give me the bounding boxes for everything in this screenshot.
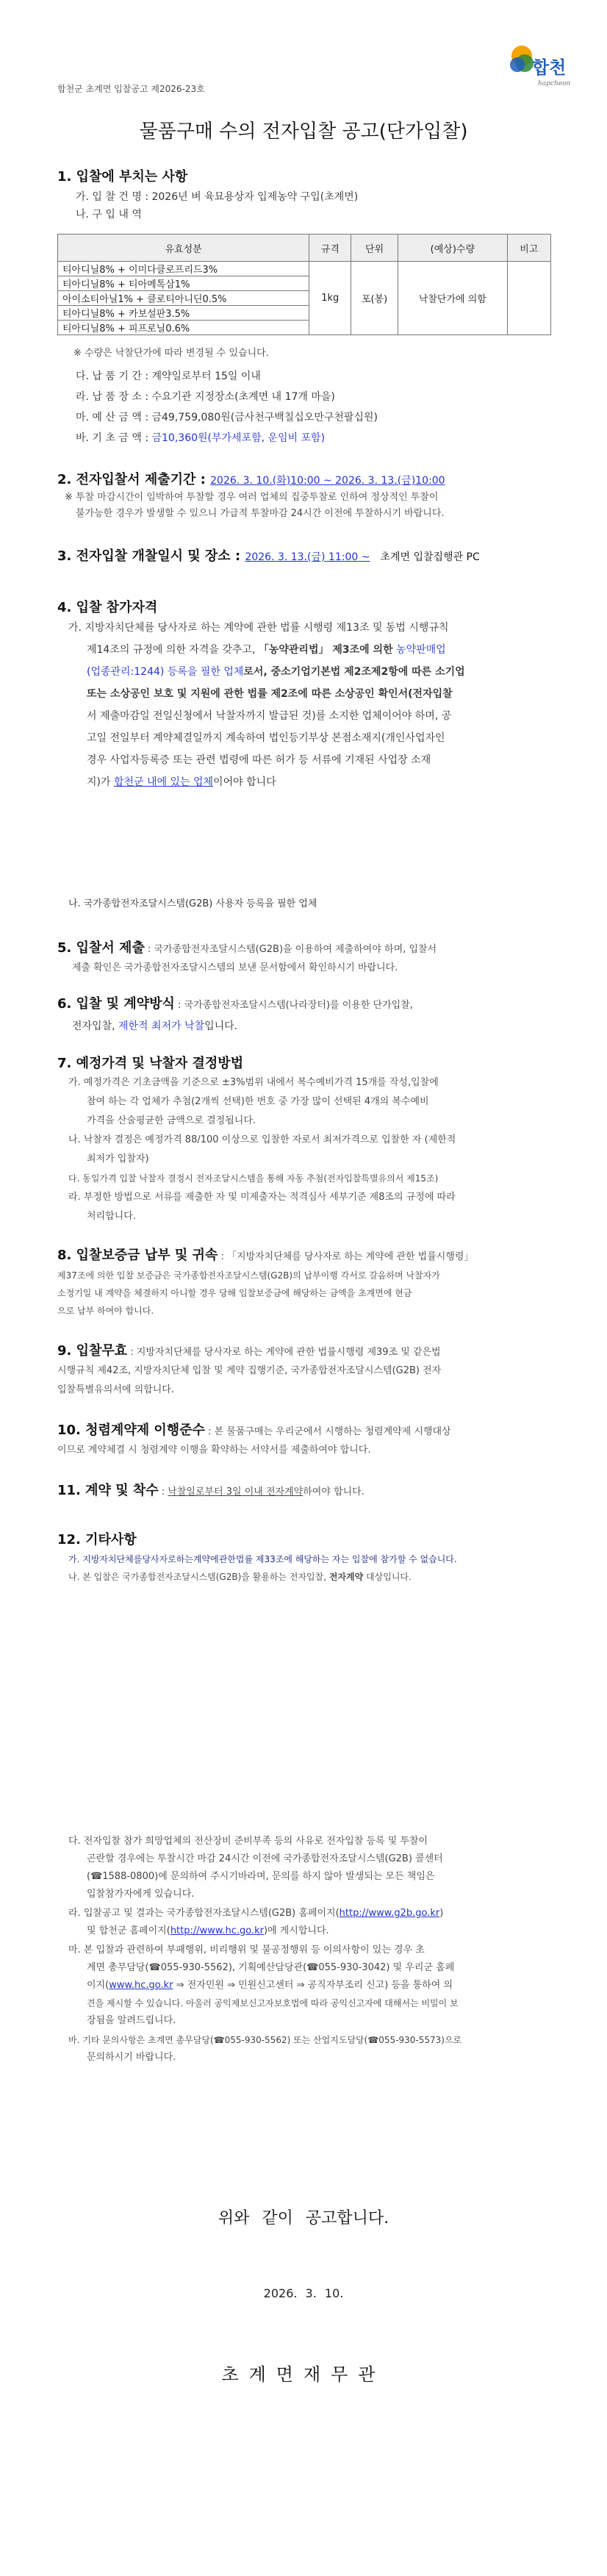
purchase-list-label: 나. 구 입 내 역: [76, 209, 142, 221]
section-9: [57, 1342, 441, 1361]
eligibility-line: [87, 641, 446, 659]
other-item: 문의하시기 바랍니다.: [87, 2052, 176, 2063]
section-3-heading: 3. 전자입찰 개찰일시 및 장소 :: [57, 548, 245, 564]
g2b-link[interactable]: http://www.g2b.go.kr: [339, 1908, 440, 1919]
other-item: 가. 지방자치단체를당사자로하는계약에관한법률 제33조에 해당하는 자는 입찰에 참가할 수 없습니다.: [68, 1554, 457, 1564]
pricing-line: 참여 하는 각 업체가 추첨(2개씩 선택)한 번호 중 가장 많이 선택된 4개의 복수예비: [87, 1096, 429, 1107]
opening-date: 2026. 3. 13.(금) 11:00 ~: [245, 551, 370, 563]
other-item: [68, 1569, 412, 1585]
other-item: 견을 제시할 수 있습니다. 아울러 공익제보신고자보호법에 따라 공익신고자에 대해서는 비밀이 보: [87, 1998, 459, 2008]
section-6-text: : 국가종합전자조달시스템(나라장터)를 이용한 단가입찰,: [174, 1000, 413, 1011]
items-table: [57, 234, 551, 335]
svg-text:합천: 합천: [532, 57, 567, 78]
eligibility-text: 이어야 합니다: [213, 776, 276, 788]
eligibility-line: 고일 전일부터 계약체결일까지 계속하여 법인등기부상 본점소재지(개인사업자인: [87, 732, 445, 744]
eligibility-line: 서 제출마감일 전일신청에서 낙찰자까지 발급된 것)를 소지한 업체이어야 하며, 공: [87, 710, 452, 722]
table-cell-unit: 포(봉): [351, 262, 398, 335]
section-8-text: 제37조에 의한 입찰 보증금은 국가종합전자조달시스템(G2B)의 납부이행 각서로 갈음하며 낙찰자가: [57, 1270, 440, 1281]
issuer: 초계면재무관: [221, 2364, 386, 2385]
other-item-text: ⇒ 전자민원 ⇒ 민원신고센터 ⇒ 공직자부조리 신고) 등을 통하여 의: [173, 1980, 453, 1991]
pricing-line: 가. 예정가격은 기초금액을 기준으로 ±3%범위 내에서 복수예비가격 15개를 작성,입찰에: [68, 1077, 439, 1088]
other-item: (☎1588-0800)에 문의하여 주시기바라며, 문의를 하지 않아 발생되는 모든 책임은: [87, 1871, 435, 1882]
deadline-note-1: ※ 투찰 마감시간이 임박하여 투찰할 경우 여러 업체의 집중투찰로 인하여 정상적인 투찰이: [65, 492, 439, 503]
svg-text:hapcheon: hapcheon: [538, 80, 571, 87]
other-item: 마. 본 입찰과 관련하여 부패행위, 비리행위 및 불공정행위 등 이의사항이 있는 경우 초: [68, 1944, 425, 1956]
doc-number: 합천군 초계면 입찰공고 제2026-23호: [57, 84, 205, 94]
table-cell-ingredient: 티아디닐8% + 카보설판3.5%: [58, 306, 309, 321]
table-header: 규격: [309, 235, 351, 262]
eligibility-text: 로서, 중소기업기본법 제2조제2항에 따른 소기업: [243, 666, 465, 678]
eligibility-text: 지)가: [87, 776, 114, 788]
eligibility-text: 제14조의 규정에 의한 자격을 갖추고,: [87, 644, 259, 656]
section-8: [57, 1247, 473, 1265]
page-title: 물품구매 수의 전자입찰 공고(단가입찰): [139, 121, 468, 143]
eligibility-line: 또는 소상공인 보호 및 지원에 관한 법률 제2조에 따른 소상공인 확인서(전자입찰: [87, 688, 453, 700]
business-code: (업종관리:1244) 등록을 필한 업체: [87, 666, 244, 678]
budget-amount: 마. 예 산 금 액 : 금49,759,080원(금사천구백칠십오만구천팔십원): [76, 412, 378, 423]
section-9-text: : 지방자치단체를 당사자로 하는 계약에 관한 법률시행령 제39조 및 같은법: [127, 1347, 441, 1358]
table-cell-ingredient: 티아디닐8% + 피프로닐0.6%: [58, 321, 309, 335]
pricing-line: 나. 낙찰자 결정은 예정가격 88/100 이상으로 입찰한 자로서 최저가격으로 입찰한 자 (제한적: [68, 1134, 456, 1145]
pricing-line: 라. 부정한 방법으로 서류를 제출한 자 및 미제출자는 적격심사 세부기준 제8조의 규정에 따라: [68, 1192, 456, 1203]
section-6-suffix: 입니다.: [204, 1020, 238, 1032]
eligibility-line: 경우 사업자등록증 또는 관련 법령에 따른 허가 등 서류에 기재된 사업장 소재: [87, 754, 431, 766]
table-header: 단위: [351, 235, 398, 262]
eligibility-line: 가. 지방자치단체를 당사자로 하는 계약에 관한 법률 시행령 제13조 및 동법 시행규칙: [68, 622, 449, 634]
base-amount-label: 바. 기 초 금 액 :: [76, 432, 152, 444]
section-6-text: [72, 1017, 237, 1035]
section-11-heading: 11. 계약 및 착수: [57, 1483, 159, 1498]
section-1-heading: 1. 입찰에 부치는 사항: [57, 169, 188, 185]
e-contract: 전자계약: [328, 1572, 364, 1582]
pricing-line: 처리합니다.: [87, 1211, 136, 1222]
g2b-registration: 나. 국가종합전자조달시스템(G2B) 사용자 등록을 필한 업체: [68, 898, 317, 909]
pesticide-business: 농약판매업: [392, 644, 446, 656]
other-item: [87, 1978, 453, 1994]
section-8-text: : 「지방자치단체를 당사자로 하는 계약에 관한 법률시행령」: [218, 1251, 474, 1262]
item-name: 가. 입 찰 건 명 : 2026년 벼 육묘용상자 입제농약 구입(초계면): [76, 191, 359, 203]
section-9-text: 시행규칙 제42조, 지방자치단체 입찰 및 계약 집행기준, 국가종합전자조달시스템(G2B) 전자: [57, 1365, 442, 1376]
section-8-heading: 8. 입찰보증금 납부 및 귀속: [57, 1248, 218, 1263]
section-10-text: : 본 물품구매는 우리군에서 시행하는 청렴계약제 시행대상: [204, 1426, 451, 1437]
section-2: [57, 469, 445, 488]
other-item-text: 이지(: [87, 1980, 109, 1991]
section-5-text: : 국가종합전자조달시스템(G2B)을 이용하여 제출하여야 하며, 입찰서: [144, 944, 437, 955]
section-2-heading: 2. 전자입찰서 제출기간 :: [57, 472, 211, 487]
section-8-text: 소정기일 내 계약을 체결하지 아니할 경우 당해 입찰보증금에 해당하는 금액을 초계면에 현금: [57, 1288, 412, 1298]
table-header: 비고: [507, 235, 550, 262]
delivery-period: 다. 납 품 기 간 : 계약일로부터 15일 이내: [76, 371, 261, 382]
section-12-heading: 12. 기타사항: [57, 1532, 137, 1548]
table-cell-qty: 낙찰단가에 의함: [398, 262, 507, 335]
quantity-note: ※ 수량은 낙찰단가에 따라 변경될 수 있습니다.: [73, 348, 269, 359]
section-9-heading: 9. 입찰무효: [57, 1343, 128, 1359]
closing-text: 위와 같이 공고합니다.: [218, 2209, 389, 2228]
pricing-line: 가격을 산술평균한 금액으로 결정됩니다.: [87, 1115, 256, 1126]
other-item-text: 대상입니다.: [363, 1572, 412, 1582]
base-amount-value: 금10,360원(부가세포함, 운임비 포함): [151, 432, 326, 444]
section-6-prefix: 전자입찰,: [72, 1020, 118, 1032]
pricing-line: 최저가 입찰자): [87, 1153, 149, 1164]
delivery-place: 라. 납 품 장 소 : 수요기관 지정장소(초계면 내 17개 마을): [76, 391, 335, 403]
other-item: 곤란할 경우에는 투찰시간 마감 24시간 이전에 국가종합전자조달시스템(G2B) 콜센터: [87, 1853, 443, 1864]
notice-date: 2026. 3. 10.: [263, 2286, 344, 2300]
section-10-heading: 10. 청렴계약제 이행준수: [57, 1423, 205, 1438]
hc-site-link[interactable]: www.hc.go.kr: [109, 1980, 173, 1991]
tie-break-rule: 다. 동일가격 입찰 낙찰자 결정시 전자조달시스템을 통해 자동 추첨(전자입찰특별유의서 제15조): [68, 1173, 439, 1184]
other-item: 입찰참가자에게 있습니다.: [87, 1889, 195, 1900]
section-5-heading: 5. 입찰서 제출: [57, 940, 145, 956]
section-3: [57, 545, 480, 565]
eligibility-line: [87, 773, 276, 791]
section-6: [57, 995, 413, 1014]
hapcheon-logo: [506, 40, 572, 99]
other-item: 바. 기타 문의사항은 초계면 총무담당(☎055-930-5562) 또는 산업지도담당(☎055-930-5573)으로: [68, 2035, 462, 2045]
lowest-price-award: 제한적 최저가 낙찰: [118, 1020, 205, 1032]
section-10-text: 이므로 계약체결 시 청렴계약 이행을 확약하는 서약서를 제출하여야 합니다.: [57, 1445, 371, 1456]
table-header: 유효성분: [58, 235, 309, 262]
contract-deadline: 낙찰일로부터 3일 이내 전자계약: [168, 1486, 304, 1498]
table-cell-ingredient: 티아디닐8% + 이미다클로프리드3%: [58, 262, 309, 276]
table-cell-note: [507, 262, 550, 335]
section-11-sep: :: [158, 1486, 168, 1498]
hapcheon-location: 합천군 내에 있는 업체: [113, 776, 214, 788]
other-item-text: ): [439, 1908, 444, 1919]
section-11: [57, 1482, 364, 1500]
submission-period: 2026. 3. 10.(화)10:00 ~ 2026. 3. 13.(금)10:00: [210, 475, 445, 487]
other-item-text: )에 게시합니다.: [263, 1925, 329, 1936]
pesticide-act: 「농약관리법」 제3조에 의한: [258, 644, 393, 656]
section-6-heading: 6. 입찰 및 계약방식: [57, 996, 175, 1012]
section-9-text: 입찰특별유의서에 의합니다.: [57, 1384, 174, 1395]
other-item: 다. 전자입찰 참가 희망업체의 전산장비 준비부족 등의 사유로 전자입찰 등록 및 투찰이: [68, 1836, 428, 1847]
eligibility-line: [87, 663, 465, 681]
section-11-text: 하여야 합니다.: [303, 1486, 364, 1498]
base-amount: [76, 429, 325, 447]
section-8-text: 으로 납부 하여야 합니다.: [57, 1306, 154, 1316]
table-header: (예상)수량: [398, 235, 507, 262]
section-5-text: 제출 확인은 국가종합전자조달시스템의 보낸 문서함에서 확인하시기 바랍니다.: [72, 962, 398, 973]
opening-place: 초계면 입찰집행관 PC: [380, 551, 480, 563]
table-cell-spec: 1kg: [309, 262, 351, 335]
other-item: [68, 1906, 443, 1922]
table-cell-ingredient: 티아디닐8% + 티아메톡삼1%: [58, 276, 309, 291]
section-7-heading: 7. 예정가격 및 낙찰자 결정방법: [57, 1056, 244, 1071]
other-item-text: 라. 입찰공고 및 결과는 국가종합전자조달시스템(G2B) 홈페이지(: [68, 1908, 340, 1919]
deadline-note-2: 불가능한 경우가 발생할 수 있으니 가급적 투찰마감 24시간 이전에 투찰하시기 바랍니다.: [76, 508, 445, 519]
other-item-text: 나. 본 입찰은 국가종합전자조달시스템(G2B)을 활용하는 전자입찰,: [68, 1572, 329, 1582]
table-cell-ingredient: 아이소티아닐1% + 클로티아니딘0.5%: [58, 291, 309, 306]
section-5: [57, 940, 437, 958]
other-item-text: 및 합천군 홈페이지(: [87, 1925, 170, 1936]
other-item: 계면 총무담당(☎055-930-5562), 기획예산담당관(☎055-930-3042) 및 우리군 홈페: [87, 1962, 455, 1973]
section-10: [57, 1422, 451, 1440]
other-item: [87, 1923, 329, 1939]
hapcheon-link[interactable]: http://www.hc.go.kr: [170, 1925, 264, 1936]
other-item: 장됨을 알려드립니다.: [87, 2015, 176, 2026]
section-4-heading: 4. 입찰 참가자격: [57, 600, 158, 615]
